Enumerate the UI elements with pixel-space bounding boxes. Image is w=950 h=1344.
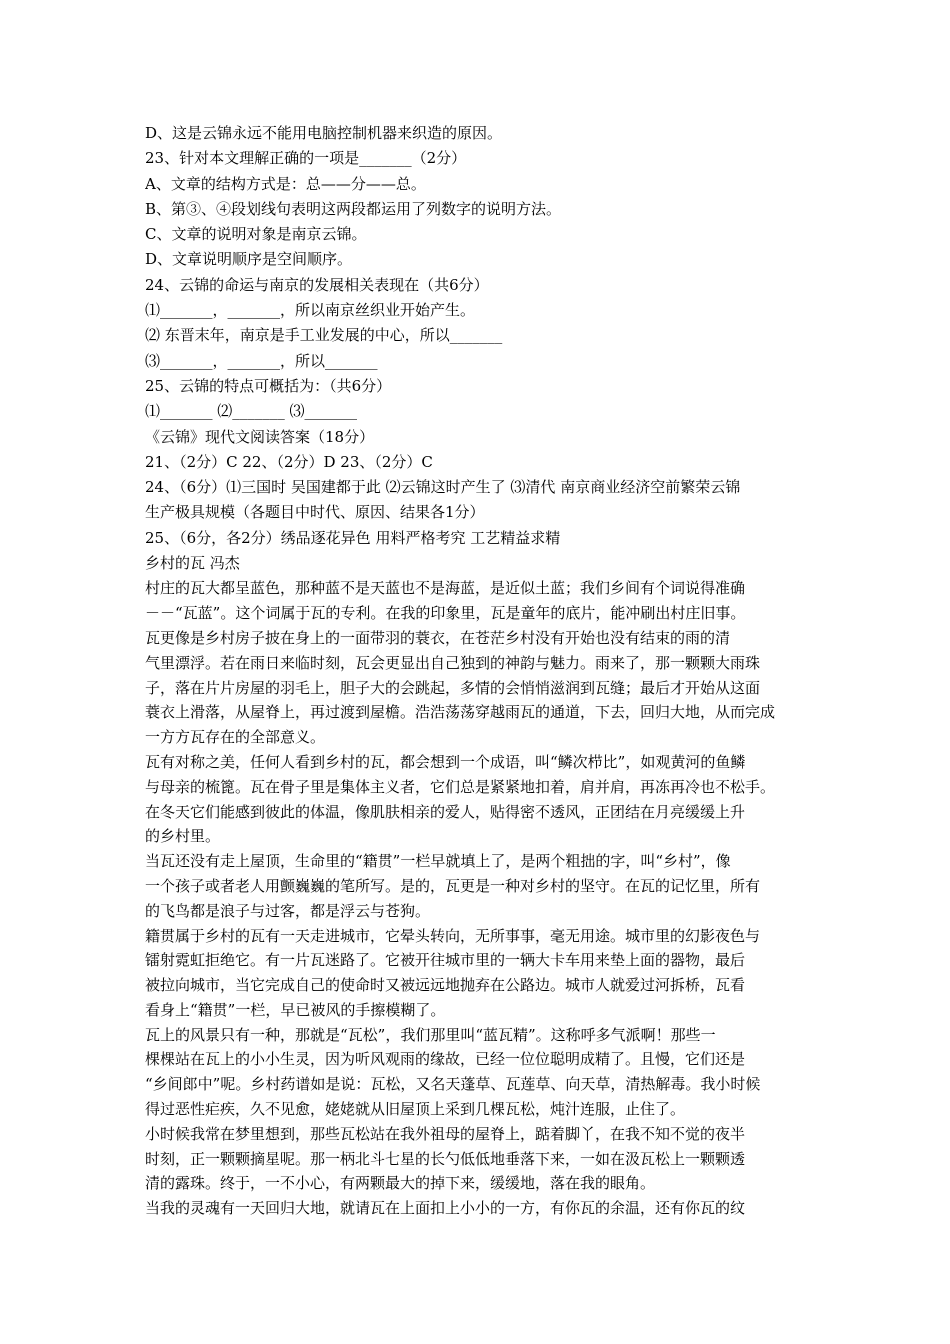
option-line: D、这是云锦永远不能用电脑控制机器来织造的原因。 xyxy=(145,124,503,142)
essay-line: 瓦有对称之美，任何人看到乡村的瓦，都会想到一个成语，叫“鳞次栉比”，如观黄河的鱼鳞 xyxy=(145,752,746,771)
answers-title: 《云锦》现代文阅读答案（18分） xyxy=(145,427,375,446)
essay-line: 与母亲的梳篦。瓦在骨子里是集体主义者，它们总是紧紧地扣着，肩并肩，再冻再冷也不松手。 xyxy=(145,777,776,796)
essay-line: 被拉向城市，当它完成自己的使命时又被远远地抛弃在公路边。城市人就爱过河拆桥，瓦看 xyxy=(145,976,746,995)
essay-line: －－“瓦蓝”。这个词属于瓦的专利。在我的印象里，瓦是童年的底片，能冲刷出村庄旧事。 xyxy=(145,604,746,623)
essay-line: 当我的灵魂有一天回归大地，就请瓦在上面扣上小小的一方，有你瓦的余温，还有你瓦的纹 xyxy=(145,1199,746,1218)
answer-key xyxy=(145,425,810,551)
option-line: C、文章的说明对象是南京云锦。 xyxy=(145,225,367,244)
answer-line: 24、（6分）⑴三国时 吴国建都于此 ⑵云锦这时产生了 ⑶清代 南京商业经济空前繁荣云锦 xyxy=(145,478,741,497)
essay-line: 一个孩子或者老人用颤巍巍的笔所写。是的，瓦更是一种对乡村的坚守。在瓦的记忆里，所有 xyxy=(145,876,761,895)
essay-line: 在冬天它们能感到彼此的体温，像肌肤相亲的爱人，贴得密不透风，正团结在月亮缓缓上升 xyxy=(145,802,746,821)
essay-line: 瓦更像是乡村房子披在身上的一面带羽的蓑衣，在苍茫乡村没有开始也没有结束的雨的清 xyxy=(145,628,731,647)
answer-line: 生产极具规模（各题目中时代、原因、结果各1分） xyxy=(145,503,485,522)
essay-line: 得过恶性疟疾，久不见愈，姥姥就从旧屋顶上采到几棵瓦松，炖汁连服，止住了。 xyxy=(145,1100,686,1119)
essay xyxy=(145,551,810,1221)
answer-line: 25、（6分，各2分）绣品逐花异色 用料严格考究 工艺精益求精 xyxy=(145,528,561,547)
essay-line: 瓦上的风景只有一种，那就是“瓦松”，我们那里叫“蓝瓦精”。这称呼多气派啊！那些一 xyxy=(145,1025,716,1044)
essay-line: 蓑衣上滑落，从屋脊上，再过渡到屋檐。浩浩荡荡穿越雨瓦的通道，下去，回归大地，从而完成 xyxy=(145,703,776,722)
essay-line: 看身上“籍贯”一栏，早已被风的手擦模糊了。 xyxy=(145,1000,446,1019)
essay-line: 镭射霓虹拒绝它。有一片瓦迷路了。它被开往城市里的一辆大卡车用来垫上面的器物，最后 xyxy=(145,951,746,970)
option-line: A、文章的结构方式是：总——分——总。 xyxy=(145,174,426,193)
essay-title: 乡村的瓦 冯杰 xyxy=(145,554,240,573)
essay-line: 时刻，正一颗颗摘星呢。那一柄北斗七星的长勺低低地垂落下来，一如在汲瓦松上一颗颗透 xyxy=(145,1149,746,1168)
blank-line: ⑴_______ ⑵_______ ⑶_______ xyxy=(145,402,358,421)
exam-questions xyxy=(145,121,810,425)
essay-line: 当瓦还没有走上屋顶，生命里的“籍贯”一栏早就填上了，是两个粗拙的字，叫“乡村”，像 xyxy=(145,852,731,871)
essay-line: “乡间郎中”呢。乡村药谱如是说：瓦松，又名天蓬草、瓦莲草、向天草，清热解毒。我小时候 xyxy=(145,1075,761,1094)
answer-line: 21、（2分）C 22、（2分）D 23、（2分）C xyxy=(145,452,433,471)
essay-line: 一方方瓦存在的全部意义。 xyxy=(145,728,326,747)
essay-line: 村庄的瓦大都呈蓝色，那种蓝不是天蓝也不是海蓝，是近似土蓝；我们乡间有个词说得准确 xyxy=(145,579,746,598)
essay-line: 清的露珠。终于，一不小心，有两颗最大的掉下来，缓缓地，落在我的眼角。 xyxy=(145,1174,656,1193)
question-24: 24、云锦的命运与南京的发展相关表现在（共6分） xyxy=(145,275,489,294)
option-line: D、文章说明顺序是空间顺序。 xyxy=(145,250,353,269)
essay-line: 的飞鸟都是浪子与过客，都是浮云与苍狗。 xyxy=(145,901,431,920)
essay-line: 气里漂浮。若在雨日来临时刻，瓦会更显出自己独到的神韵与魅力。雨来了，那一颗颗大雨珠 xyxy=(145,653,761,672)
blank-line: ⑴_______，_______，所以南京丝织业开始产生。 xyxy=(145,301,476,320)
essay-line: 小时候我常在梦里想到，那些瓦松站在我外祖母的屋脊上，踮着脚丫，在我不知不觉的夜半 xyxy=(145,1124,746,1143)
essay-line: 子，落在片片房屋的羽毛上，胆子大的会跳起，多情的会悄悄滋润到瓦缝；最后才开始从这面 xyxy=(145,678,761,697)
blank-line: ⑵ 东晋末年，南京是手工业发展的中心，所以_______ xyxy=(145,326,503,345)
question-25: 25、云锦的特点可概括为：（共6分） xyxy=(145,376,392,395)
document-body xyxy=(145,121,810,1221)
essay-line: 的乡村里。 xyxy=(145,827,221,846)
option-line: B、第③、④段划线句表明这两段都运用了列数字的说明方法。 xyxy=(145,199,562,218)
question-23: 23、针对本文理解正确的一项是_______（2分） xyxy=(145,149,467,168)
blank-line: ⑶_______，_______，所以_______ xyxy=(145,351,378,370)
essay-line: 棵棵站在瓦上的小小生灵，因为听风观雨的缘故，已经一位位聪明成精了。且慢，它们还是 xyxy=(145,1050,746,1069)
essay-line: 籍贯属于乡村的瓦有一天走进城市，它晕头转向，无所事事，毫无用途。城市里的幻影夜色与 xyxy=(145,926,761,945)
